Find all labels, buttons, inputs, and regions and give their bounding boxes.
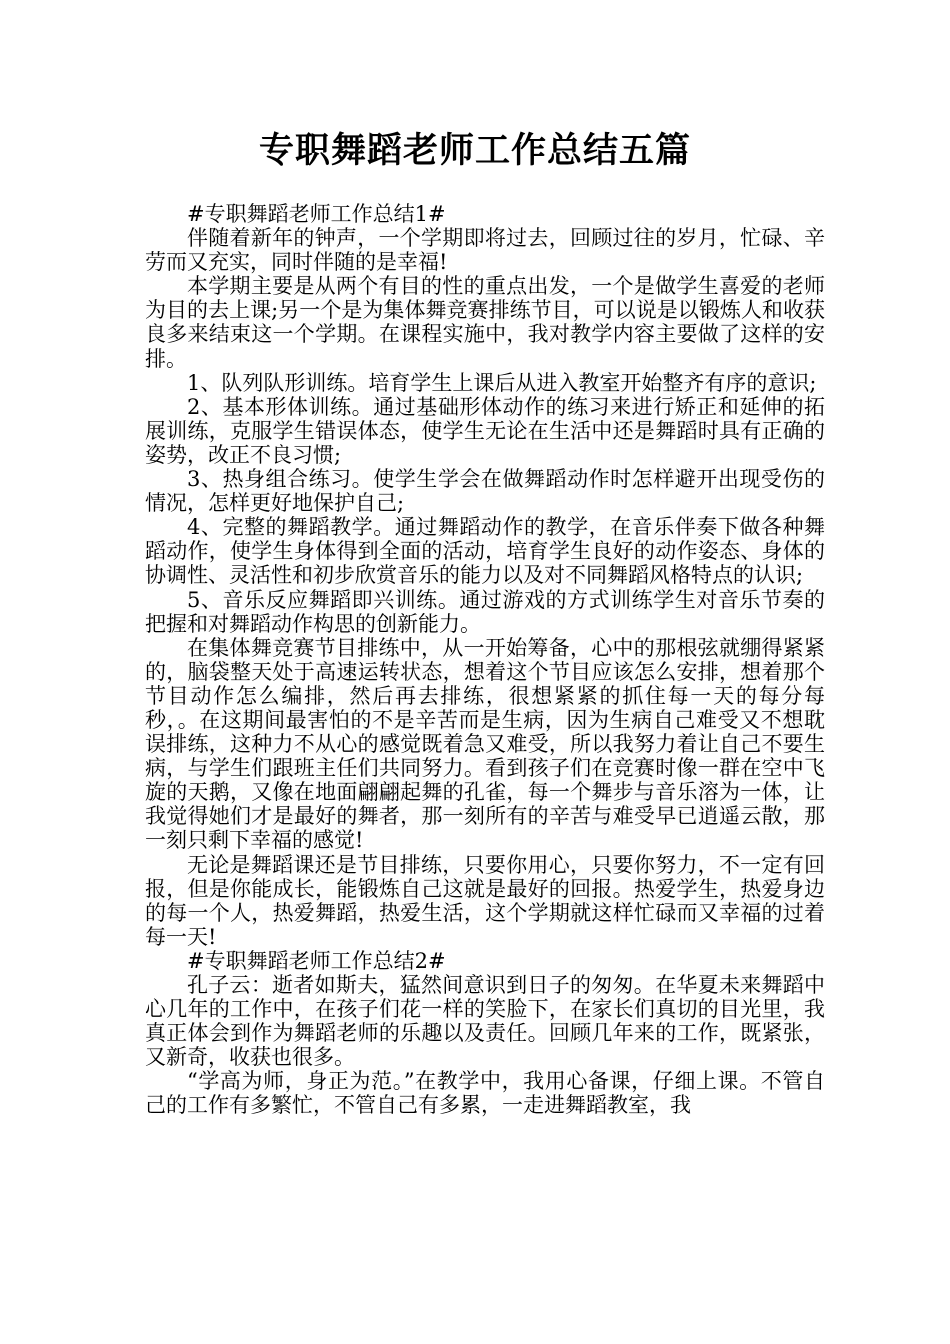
- paragraph: 无论是舞蹈课还是节目排练，只要你用心，只要你努力，不一定有回报，但是你能成长，能锻炼自己这就是最好的回报。热爱学生，热爱身边的每一个人，热爱舞蹈，热爱生活，这个学期就这样忙碌而又幸福的过着每一天!: [145, 852, 825, 949]
- section-heading: #专职舞蹈老师工作总结1#: [187, 202, 446, 226]
- paragraph: “学高为师，身正为范。”在教学中，我用心备课，仔细上课。不管自己的工作有多繁忙，不管自己有多累，一走进舞蹈教室，我: [145, 1069, 825, 1118]
- list-item: 3、热身组合练习。使学生学会在做舞蹈动作时怎样避开出现受伤的情况，怎样更好地保护自己;: [145, 467, 825, 516]
- paragraph: 本学期主要是从两个有目的性的重点出发，一个是做学生喜爱的老师为目的去上课;另一个是为集体舞竞赛排练节目，可以说是以锻炼人和收获良多来结束这一个学期。在课程实施中，我对教学内容主要做了这样的安排。: [145, 274, 825, 371]
- list-item: 4、完整的舞蹈教学。通过舞蹈动作的教学，在音乐伴奏下做各种舞蹈动作，使学生身体得到全面的活动，培育学生良好的动作姿态、身体的协调性、灵活性和初步欣赏音乐的能力以及对不同舞蹈风格特点的认识;: [145, 515, 825, 588]
- document-title: 专职舞蹈老师工作总结五篇: [258, 131, 691, 171]
- list-item: 2、基本形体训练。通过基础形体动作的练习来进行矫正和延伸的拓展训练，克服学生错误体态，使学生无论在生活中还是舞蹈时具有正确的姿势，改正不良习惯;: [145, 394, 825, 467]
- paragraph: 在集体舞竞赛节目排练中，从一开始筹备，心中的那根弦就绷得紧紧的，脑袋整天处于高速运转状态，想着这个节目应该怎么安排，想着那个节目动作怎么编排，然后再去排练，很想紧紧的抓住每一天的每分每秒，。在这期间最害怕的不是辛苦而是生病，因为生病自己难受又不想耽误排练，这种力不从心的感觉既着急又难受，所以我努力着让自己不要生病，与学生们跟班主任们共同努力。看到孩子们在竞赛时像一群在空中飞旋的天鹅，又像在地面翩翩起舞的孔雀，每一个舞步与音乐溶为一体，让我觉得她们才是最好的舞者，那一刻所有的辛苦与难受早已逍遥云散，那一刻只剩下幸福的感觉!: [145, 635, 825, 853]
- document-body: [145, 202, 825, 1118]
- list-item: 5、音乐反应舞蹈即兴训练。通过游戏的方式训练学生对音乐节奏的把握和对舞蹈动作构思的创新能力。: [145, 587, 825, 636]
- paragraph: 孔子云：逝者如斯夫，猛然间意识到日子的匆匆。在华夏未来舞蹈中心几年的工作中，在孩子们花一样的笑脸下，在家长们真切的目光里，我真正体会到作为舞蹈老师的乐趣以及责任。回顾几年来的工作，既紧张，又新奇，收获也很多。: [145, 973, 825, 1070]
- section-heading: #专职舞蹈老师工作总结2#: [187, 948, 446, 973]
- list-item: 1、队列队形训练。培育学生上课后从进入教室开始整齐有序的意识;: [187, 370, 817, 395]
- paragraph: 伴随着新年的钟声，一个学期即将过去，回顾过往的岁月，忙碌、辛劳而又充实，同时伴随的是幸福!: [145, 226, 825, 275]
